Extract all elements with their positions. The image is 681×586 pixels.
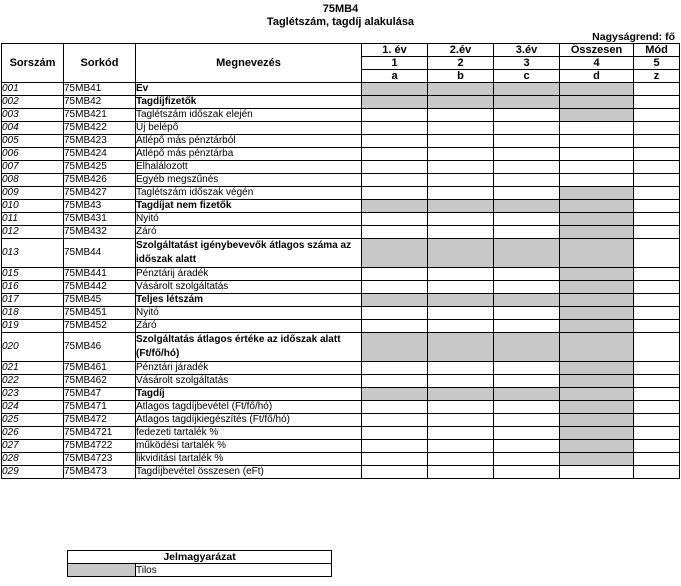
header-sorkod: Sorkód [64,44,136,83]
row-sorszam: 001 [2,83,64,96]
row-sorszam: 020 [2,333,64,362]
row-megnevezes: Nyitó [136,307,362,320]
cell-input[interactable] [494,466,560,479]
cell-input[interactable] [634,281,680,294]
row-sorkod: 75MB423 [64,135,136,148]
row-sorkod: 75MB451 [64,307,136,320]
cell-input[interactable] [634,414,680,427]
row-megnevezes: Tagdíjfizetők [136,96,362,109]
cell-input[interactable] [362,213,428,226]
header-col-osszesen: Összesen [560,44,634,57]
header-col-2: 2.év [428,44,494,57]
cell-input[interactable] [362,320,428,333]
form-subtitle: Taglétszám, tagdíj alakulása [266,16,415,28]
cell-input[interactable] [362,187,428,200]
cell-input[interactable] [362,281,428,294]
cell-forbidden [560,362,634,375]
row-sorkod: 75MB425 [64,161,136,174]
table-body [2,83,680,479]
cell-forbidden [428,96,494,109]
cell-input[interactable] [634,375,680,388]
row-megnevezes: fedezeti tartalék % [136,427,362,440]
row-sorszam: 002 [2,96,64,109]
cell-forbidden [362,83,428,96]
legend-swatch [68,564,136,577]
row-sorkod: 75MB441 [64,268,136,281]
header-col-1: 1. év [362,44,428,57]
table-row [2,83,680,96]
row-sorszam: 012 [2,226,64,239]
table-row [2,427,680,440]
cell-forbidden [428,333,494,362]
cell-forbidden [560,294,634,307]
header-num-2: 2 [428,57,494,70]
row-megnevezes: Vásárolt szolgáltatás [136,375,362,388]
table-row [2,375,680,388]
cell-input[interactable] [494,414,560,427]
cell-input[interactable] [634,96,680,109]
cell-forbidden [494,200,560,213]
row-sorkod: 75MB4723 [64,453,136,466]
cell-input[interactable] [362,440,428,453]
cell-input[interactable] [362,414,428,427]
cell-input[interactable] [494,109,560,122]
cell-input[interactable] [634,148,680,161]
cell-input[interactable] [560,135,634,148]
cell-forbidden [560,320,634,333]
cell-forbidden [362,200,428,213]
table-row [2,307,680,320]
table-row [2,109,680,122]
cell-input[interactable] [494,187,560,200]
cell-input[interactable] [362,135,428,148]
table-row [2,414,680,427]
row-sorkod: 75MB42 [64,96,136,109]
row-sorkod: 75MB421 [64,109,136,122]
row-sorkod: 75MB432 [64,226,136,239]
cell-input[interactable] [494,440,560,453]
row-sorkod: 75MB431 [64,213,136,226]
row-sorszam: 011 [2,213,64,226]
row-sorszam: 004 [2,122,64,135]
cell-input[interactable] [362,226,428,239]
header-sorszam: Sorszám [2,44,64,83]
row-sorkod: 75MB41 [64,83,136,96]
row-megnevezes: Taglétszám időszak végén [136,187,362,200]
cell-input[interactable] [428,281,494,294]
table-row [2,200,680,213]
cell-input[interactable] [634,135,680,148]
row-megnevezes: működési tartalék % [136,440,362,453]
table-row [2,388,680,401]
header-num-5: 5 [634,57,680,70]
cell-input[interactable] [634,440,680,453]
cell-input[interactable] [494,307,560,320]
row-megnevezes: Elhalálozott [136,161,362,174]
row-sorszam: 027 [2,440,64,453]
cell-input[interactable] [362,161,428,174]
cell-forbidden [560,239,634,268]
cell-input[interactable] [428,213,494,226]
cell-input[interactable] [634,453,680,466]
cell-input[interactable] [428,148,494,161]
cell-input[interactable] [494,362,560,375]
cell-forbidden [560,388,634,401]
cell-input[interactable] [428,362,494,375]
row-sorszam: 007 [2,161,64,174]
row-sorkod: 75MB471 [64,401,136,414]
cell-input[interactable] [634,239,680,268]
cell-input[interactable] [494,135,560,148]
table-row [2,135,680,148]
cell-input[interactable] [428,109,494,122]
cell-input[interactable] [634,466,680,479]
header-letter-z: z [634,70,680,83]
header-num-1: 1 [362,57,428,70]
row-megnevezes: Év [136,83,362,96]
table-row [2,466,680,479]
cell-input[interactable] [634,307,680,320]
cell-input[interactable] [634,362,680,375]
cell-forbidden [560,96,634,109]
row-sorszam: 024 [2,401,64,414]
table-row [2,453,680,466]
table-row [2,174,680,187]
cell-forbidden [494,96,560,109]
cell-forbidden [560,187,634,200]
row-sorkod: 75MB452 [64,320,136,333]
cell-input[interactable] [428,440,494,453]
header-letter-b: b [428,70,494,83]
row-sorszam: 025 [2,414,64,427]
row-sorkod: 75MB43 [64,200,136,213]
cell-forbidden [494,388,560,401]
table-row [2,148,680,161]
cell-forbidden [560,401,634,414]
cell-forbidden [560,109,634,122]
cell-forbidden [362,96,428,109]
header-letter-a: a [362,70,428,83]
cell-input[interactable] [494,320,560,333]
cell-input[interactable] [428,414,494,427]
row-sorszam: 003 [2,109,64,122]
row-megnevezes: Vásárolt szolgáltatás [136,281,362,294]
cell-input[interactable] [362,148,428,161]
cell-input[interactable] [634,83,680,96]
table-row [2,268,680,281]
table-row [2,281,680,294]
cell-input[interactable] [428,161,494,174]
cell-input[interactable] [362,268,428,281]
cell-input[interactable] [560,161,634,174]
table-row [2,226,680,239]
cell-forbidden [494,239,560,268]
cell-input[interactable] [494,281,560,294]
table-row [2,362,680,375]
table-row [2,187,680,200]
row-megnevezes: Átlagos tagdíjbevétel (Ft/fő/hó) [136,401,362,414]
row-sorszam: 008 [2,174,64,187]
cell-forbidden [560,83,634,96]
cell-forbidden [428,294,494,307]
header-num-4: 4 [560,57,634,70]
cell-input[interactable] [634,320,680,333]
cell-input[interactable] [634,294,680,307]
cell-forbidden [362,294,428,307]
cell-input[interactable] [634,187,680,200]
table-row [2,213,680,226]
table-row [2,294,680,307]
data-table [1,43,680,479]
row-sorszam: 028 [2,453,64,466]
cell-forbidden [560,268,634,281]
row-sorkod: 75MB426 [64,174,136,187]
cell-forbidden [428,388,494,401]
cell-input[interactable] [428,453,494,466]
row-megnevezes: Nyitó [136,213,362,226]
row-sorszam: 029 [2,466,64,479]
row-sorszam: 017 [2,294,64,307]
header-megnevezes: Megnevezés [136,44,362,83]
row-megnevezes: Pénztári járadék [136,362,362,375]
table-row [2,239,680,268]
cell-forbidden [560,375,634,388]
cell-forbidden [560,333,634,362]
table-row [2,320,680,333]
row-sorkod: 75MB473 [64,466,136,479]
row-sorszam: 018 [2,307,64,320]
cell-input[interactable] [362,466,428,479]
row-sorszam: 010 [2,200,64,213]
cell-input[interactable] [362,109,428,122]
row-sorszam: 013 [2,239,64,268]
cell-forbidden [362,239,428,268]
cell-input[interactable] [428,268,494,281]
cell-forbidden [560,453,634,466]
cell-input[interactable] [634,200,680,213]
cell-input[interactable] [494,375,560,388]
cell-input[interactable] [428,122,494,135]
row-megnevezes: Tagdíj [136,388,362,401]
cell-input[interactable] [560,148,634,161]
cell-input[interactable] [428,135,494,148]
table-row [2,440,680,453]
row-megnevezes: Egyéb megszűnés [136,174,362,187]
cell-forbidden [560,200,634,213]
header-num-3: 3 [494,57,560,70]
row-sorszam: 022 [2,375,64,388]
row-megnevezes: Átlépő más pénztárba [136,148,362,161]
row-sorkod: 75MB46 [64,333,136,362]
row-megnevezes: Taglétszám időszak elején [136,109,362,122]
cell-input[interactable] [634,268,680,281]
form-title [0,3,681,29]
cell-forbidden [560,226,634,239]
cell-input[interactable] [428,174,494,187]
table-row [2,401,680,414]
cell-input[interactable] [634,109,680,122]
cell-input[interactable] [634,226,680,239]
cell-input[interactable] [634,427,680,440]
cell-input[interactable] [634,161,680,174]
row-sorkod: 75MB4721 [64,427,136,440]
row-megnevezes: Szolgáltatást igénybevevők átlagos száma az időszak alatt [136,239,362,268]
cell-input[interactable] [494,226,560,239]
row-sorkod: 75MB4722 [64,440,136,453]
cell-input[interactable] [362,401,428,414]
cell-input[interactable] [634,401,680,414]
row-megnevezes: Záró [136,226,362,239]
cell-forbidden [428,239,494,268]
table-row [2,333,680,362]
row-megnevezes: Záró [136,320,362,333]
cell-input[interactable] [494,122,560,135]
cell-input[interactable] [494,174,560,187]
table-row [2,161,680,174]
cell-input[interactable] [634,174,680,187]
row-megnevezes: Új belépő [136,122,362,135]
row-sorszam: 006 [2,148,64,161]
legend [67,550,332,577]
row-sorkod: 75MB45 [64,294,136,307]
form-code: 75MB4 [322,3,359,15]
row-megnevezes: Szolgáltatás átlagos értéke az időszak alatt (Ft/fő/hó) [136,333,362,362]
header-letter-c: c [494,70,560,83]
row-megnevezes: Tagdíjat nem fizetők [136,200,362,213]
cell-input[interactable] [428,427,494,440]
cell-input[interactable] [362,427,428,440]
cell-input[interactable] [634,388,680,401]
cell-input[interactable] [494,161,560,174]
cell-input[interactable] [428,466,494,479]
cell-input[interactable] [428,187,494,200]
row-megnevezes: Átlagos tagdíjkiegészítés (Ft/fő/hó) [136,414,362,427]
cell-input[interactable] [428,401,494,414]
row-sorszam: 023 [2,388,64,401]
cell-input[interactable] [428,226,494,239]
header-col-3: 3.év [494,44,560,57]
cell-input[interactable] [494,148,560,161]
cell-forbidden [560,427,634,440]
row-sorszam: 005 [2,135,64,148]
cell-forbidden [560,440,634,453]
header-letter-d: d [560,70,634,83]
cell-forbidden [428,200,494,213]
row-megnevezes: Pénztárij áradék [136,268,362,281]
row-sorszam: 016 [2,281,64,294]
table-row [2,122,680,135]
row-sorkod: 75MB424 [64,148,136,161]
row-sorkod: 75MB422 [64,122,136,135]
table-row [2,96,680,109]
cell-forbidden [560,281,634,294]
cell-forbidden [362,388,428,401]
unit-label: Nagyságrend: fő [592,31,675,43]
cell-input[interactable] [428,307,494,320]
row-sorkod: 75MB427 [64,187,136,200]
cell-input[interactable] [362,453,428,466]
cell-input[interactable] [634,213,680,226]
cell-input[interactable] [494,213,560,226]
row-sorkod: 75MB472 [64,414,136,427]
row-sorszam: 009 [2,187,64,200]
row-megnevezes: likviditási tartalék % [136,453,362,466]
row-megnevezes: Teljes létszám [136,294,362,307]
row-sorkod: 75MB44 [64,239,136,268]
cell-input[interactable] [494,453,560,466]
legend-item-label: Tilos [136,564,332,577]
row-sorszam: 015 [2,268,64,281]
row-megnevezes: Átlépő más pénztárból [136,135,362,148]
cell-input[interactable] [560,466,634,479]
row-sorszam: 019 [2,320,64,333]
row-sorkod: 75MB47 [64,388,136,401]
cell-forbidden [560,414,634,427]
cell-input[interactable] [494,401,560,414]
cell-input[interactable] [634,122,680,135]
cell-input[interactable] [560,122,634,135]
cell-input[interactable] [362,362,428,375]
cell-input[interactable] [634,333,680,362]
cell-input[interactable] [494,268,560,281]
row-sorkod: 75MB462 [64,375,136,388]
cell-input[interactable] [362,307,428,320]
cell-forbidden [494,294,560,307]
cell-input[interactable] [428,320,494,333]
cell-input[interactable] [362,174,428,187]
cell-input[interactable] [494,427,560,440]
row-sorszam: 021 [2,362,64,375]
cell-forbidden [560,307,634,320]
cell-forbidden [494,83,560,96]
row-sorkod: 75MB442 [64,281,136,294]
row-megnevezes: Tagdíjbevétel összesen (eFt) [136,466,362,479]
cell-input[interactable] [428,375,494,388]
legend-title: Jelmagyarázat [68,551,332,564]
cell-input[interactable] [362,122,428,135]
cell-input[interactable] [362,375,428,388]
cell-forbidden [560,213,634,226]
cell-forbidden [362,333,428,362]
row-sorszam: 026 [2,427,64,440]
cell-forbidden [428,83,494,96]
header-col-mod: Mód [634,44,680,57]
cell-input[interactable] [560,174,634,187]
row-sorkod: 75MB461 [64,362,136,375]
cell-forbidden [494,333,560,362]
